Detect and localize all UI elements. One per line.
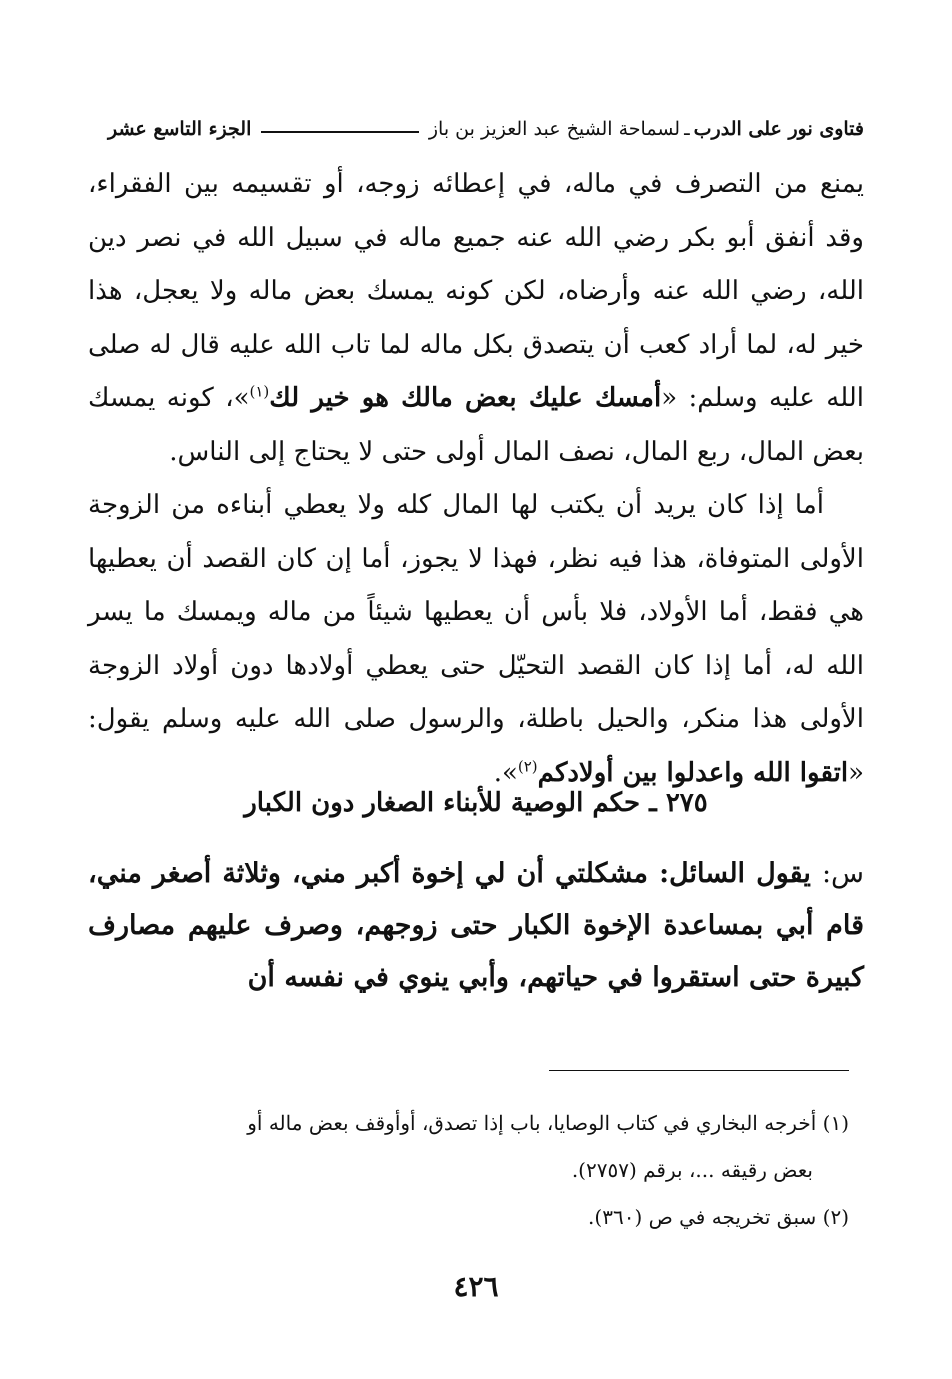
footnote-ref-2[interactable]: (٢) [517,756,538,775]
footnotes [88,1100,849,1241]
footnote-2-number: (٢) [822,1205,849,1229]
page-number: ٤٢٦ [453,1270,499,1303]
author-line: لسماحة الشيخ عبد العزيز بن باز [428,118,681,140]
question-block [88,848,864,1004]
paragraph-1-text-b: »، كونه يمسك بعض المال، ربع المال، نصف المال أولى حتى لا يحتاج إلى الناس. [88,383,864,467]
header-separator: ـ [684,118,690,140]
running-header [108,112,864,146]
hadith-quote-2: اتقوا الله واعدلوا بين أولادكم [537,757,849,788]
hadith-quote-1: أمسك عليك بعض مالك هو خير لك [269,383,662,413]
paragraph-2-text-b: ». [493,757,518,788]
footnote-1-continuation: بعض رقيقه ...، برقم (٢٧٥٧). [571,1158,813,1182]
section-heading: ٢٧٥ ـ حكم الوصية للأبناء الصغار دون الكبار [244,788,708,818]
paragraph-1 [88,158,864,479]
footnote-ref-1[interactable]: (١) [249,382,270,401]
paragraph-1-text-a: يمنع من التصرف في ماله، في إعطائه زوجه، أو تقسيمه بين الفقراء، وقد أنفق أبو بكر رضي الله عنه جميع ماله في سبيل الله في نصر دين الله، رضي الله عنه وأرضاه، لكن كونه يمسك بعض ماله ولا يعجل، هذا خير له، لما أراد كعب أن يتصدق بكل ماله لما تاب الله عليه قال له صلى الله عليه وسلم: « [88,169,864,413]
footnote-2 [88,1194,849,1241]
main-text [88,158,864,800]
book-title: فتاوى نور على الدرب [693,118,864,140]
footnote-1-number: (١) [822,1111,849,1135]
paragraph-2-text-a: أما إذا كان يريد أن يكتب لها المال كله ولا يعطي أبناءه من الزوجة الأولى المتوفاة، هذا فيه نظر، فهذا لا يجوز، أما إن كان القصد أن يعطيها هي فقط، أما الأولاد، فلا بأس أن يعطيها شيئاً من ماله ويمسك ما يسر الله له، أما إذا كان القصد التحيّل حتى يعطي أولادها دون أولاد الزوجة الأولى هذا منكر، والحيل باطلة، والرسول صلى الله عليه وسلم يقول: « [88,490,864,788]
footnote-separator [549,1070,849,1071]
volume-part: الجزء التاسع عشر [108,118,252,140]
footnote-1-text: أخرجه البخاري في كتاب الوصايا، باب إذا تصدق، أوأوقف بعض ماله أو [247,1111,817,1135]
question-label: س: [821,858,864,889]
footnote-1 [88,1100,849,1147]
header-rule [261,131,419,133]
footnote-2-text: سبق تخريجه في ص (٣٦٠). [588,1205,817,1229]
paragraph-2 [88,479,864,800]
question-text: يقول السائل: مشكلتي أن لي إخوة أكبر مني، وثلاثة أصغر مني، قام أبي بمساعدة الإخوة الكبار حتى زوجهم، وصرف عليهم مصارف كبيرة حتى استقروا في حياتهم، وأبي ينوي في نفسه أن [88,858,864,993]
